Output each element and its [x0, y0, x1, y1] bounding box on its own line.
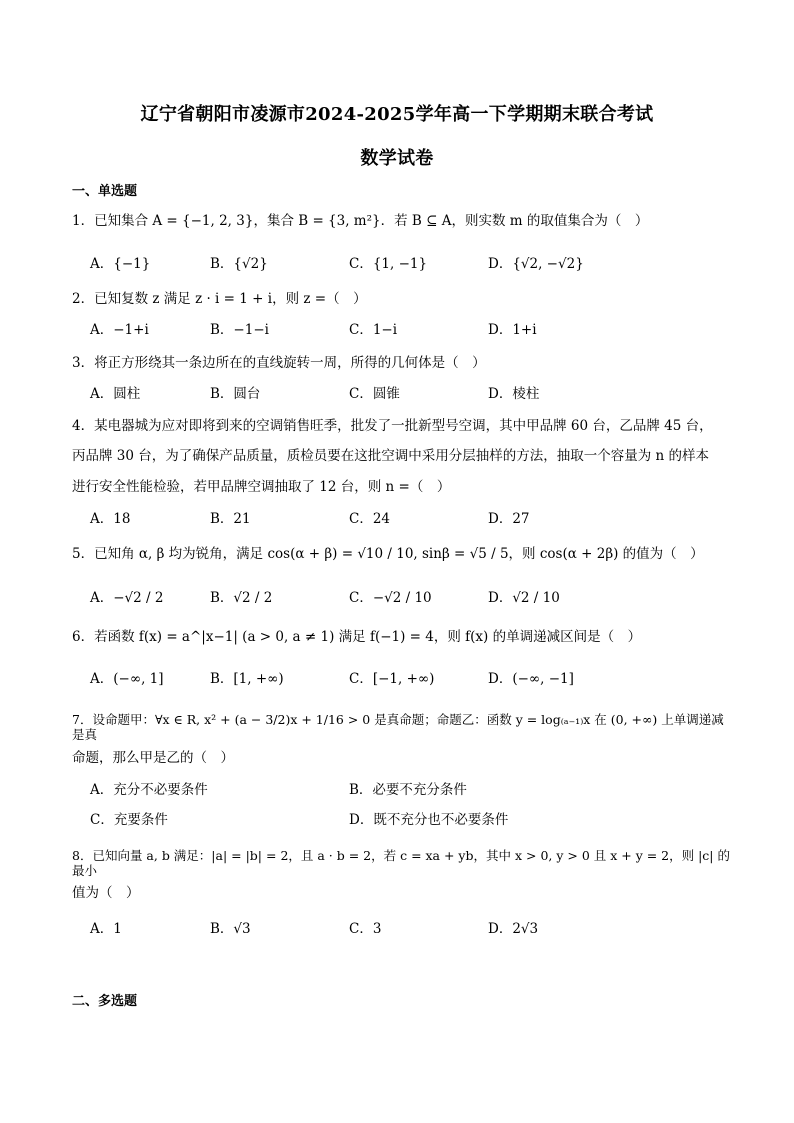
question-7-option-d: D．既不充分也不必要条件: [349, 812, 509, 828]
question-1-option-c: C．{1, −1}: [349, 256, 428, 272]
question-1-option-d: D．{√2, −√2}: [488, 256, 584, 272]
question-3-option-a: A．圆柱: [90, 386, 141, 402]
question-4-option-b: B．21: [210, 511, 251, 527]
question-2-option-a: A．−1+i: [90, 322, 149, 338]
question-5-option-d: D．√2 / 10: [488, 590, 560, 606]
question-4-option-d: D．27: [488, 511, 530, 527]
section-multiple-choice: 二、多选题: [72, 994, 138, 1009]
question-5-option-c: C．−√2 / 10: [349, 590, 432, 606]
question-6-option-a: A．(−∞, 1]: [90, 671, 164, 687]
question-7-stem-line-1: 7．设命题甲：∀x ∈ R, x² + (a − 3/2)x + 1/16 > 0 是真命题；命题乙：函数 y = log₍ₐ₋₁₎x 在 (0, +∞) 上单调递减是真: [72, 712, 724, 742]
question-7-option-c: C．充要条件: [90, 812, 168, 828]
question-7-stem-line-2: 命题，那么甲是乙的（ ）: [72, 750, 234, 766]
question-4-option-a: A．18: [90, 511, 131, 527]
exam-title: 辽宁省朝阳市凌源市2024-2025学年高一下学期期末联合考试: [140, 104, 654, 125]
question-8-option-b: B．√3: [210, 921, 251, 937]
question-4-option-c: C．24: [349, 511, 391, 527]
question-2-stem: 2．已知复数 z 满足 z · i = 1 + i，则 z =（ ）: [72, 291, 367, 307]
question-4-stem-line-1: 4．某电器城为应对即将到来的空调销售旺季，批发了一批新型号空调，其中甲品牌 60 台，乙品牌 45 台，: [72, 418, 713, 434]
question-4-stem-line-3: 进行安全性能检验，若甲品牌空调抽取了 12 台，则 n =（ ）: [72, 479, 451, 495]
question-6-option-d: D．(−∞, −1]: [488, 671, 574, 687]
question-7-option-a: A．充分不必要条件: [90, 782, 208, 798]
question-3-option-c: C．圆锥: [349, 386, 400, 402]
section-single-choice: 一、单选题: [72, 184, 138, 199]
question-8-option-d: D．2√3: [488, 921, 539, 937]
question-6-stem: 6．若函数 f(x) = a^|x−1| (a > 0, a ≠ 1) 满足 f(−1) = 4，则 f(x) 的单调递减区间是（ ）: [72, 629, 642, 645]
question-2-option-d: D．1+i: [488, 322, 537, 338]
question-1-option-b: B．{√2}: [210, 256, 268, 272]
question-5-option-b: B．√2 / 2: [210, 590, 273, 606]
question-8-option-c: C．3: [349, 921, 382, 937]
question-5-option-a: A．−√2 / 2: [90, 590, 164, 606]
question-1-stem: 1．已知集合 A = {−1, 2, 3}，集合 B = {3, m²}．若 B ⊆ A，则实数 m 的取值集合为（ ）: [72, 213, 649, 229]
question-3-option-b: B．圆台: [210, 386, 261, 402]
question-4-stem-line-2: 丙品牌 30 台，为了确保产品质量，质检员要在这批空调中采用分层抽样的方法，抽取一个容量为 n 的样本: [72, 448, 710, 464]
question-2-option-c: C．1−i: [349, 322, 398, 338]
question-8-stem-line-1: 8．已知向量 a, b 满足：|a| = |b| = 2，且 a · b = 2，若 c = xa + yb，其中 x > 0, y > 0 且 x + y = 2，则 |c| 的最小: [72, 848, 730, 878]
question-2-option-b: B．−1−i: [210, 322, 269, 338]
question-6-option-c: C．[−1, +∞): [349, 671, 435, 687]
question-3-option-d: D．棱柱: [488, 386, 540, 402]
question-1-option-a: A．{−1}: [90, 256, 151, 272]
question-5-stem: 5．已知角 α, β 均为锐角，满足 cos(α + β) = √10 / 10, sinβ = √5 / 5，则 cos(α + 2β) 的值为（ ）: [72, 546, 704, 562]
question-8-stem-line-2: 值为（ ）: [72, 885, 140, 901]
question-6-option-b: B．[1, +∞): [210, 671, 284, 687]
question-8-option-a: A．1: [90, 921, 122, 937]
question-7-option-b: B．必要不充分条件: [349, 782, 467, 798]
exam-subtitle: 数学试卷: [360, 148, 434, 169]
question-3-stem: 3．将正方形绕其一条边所在的直线旋转一周，所得的几何体是（ ）: [72, 355, 486, 371]
